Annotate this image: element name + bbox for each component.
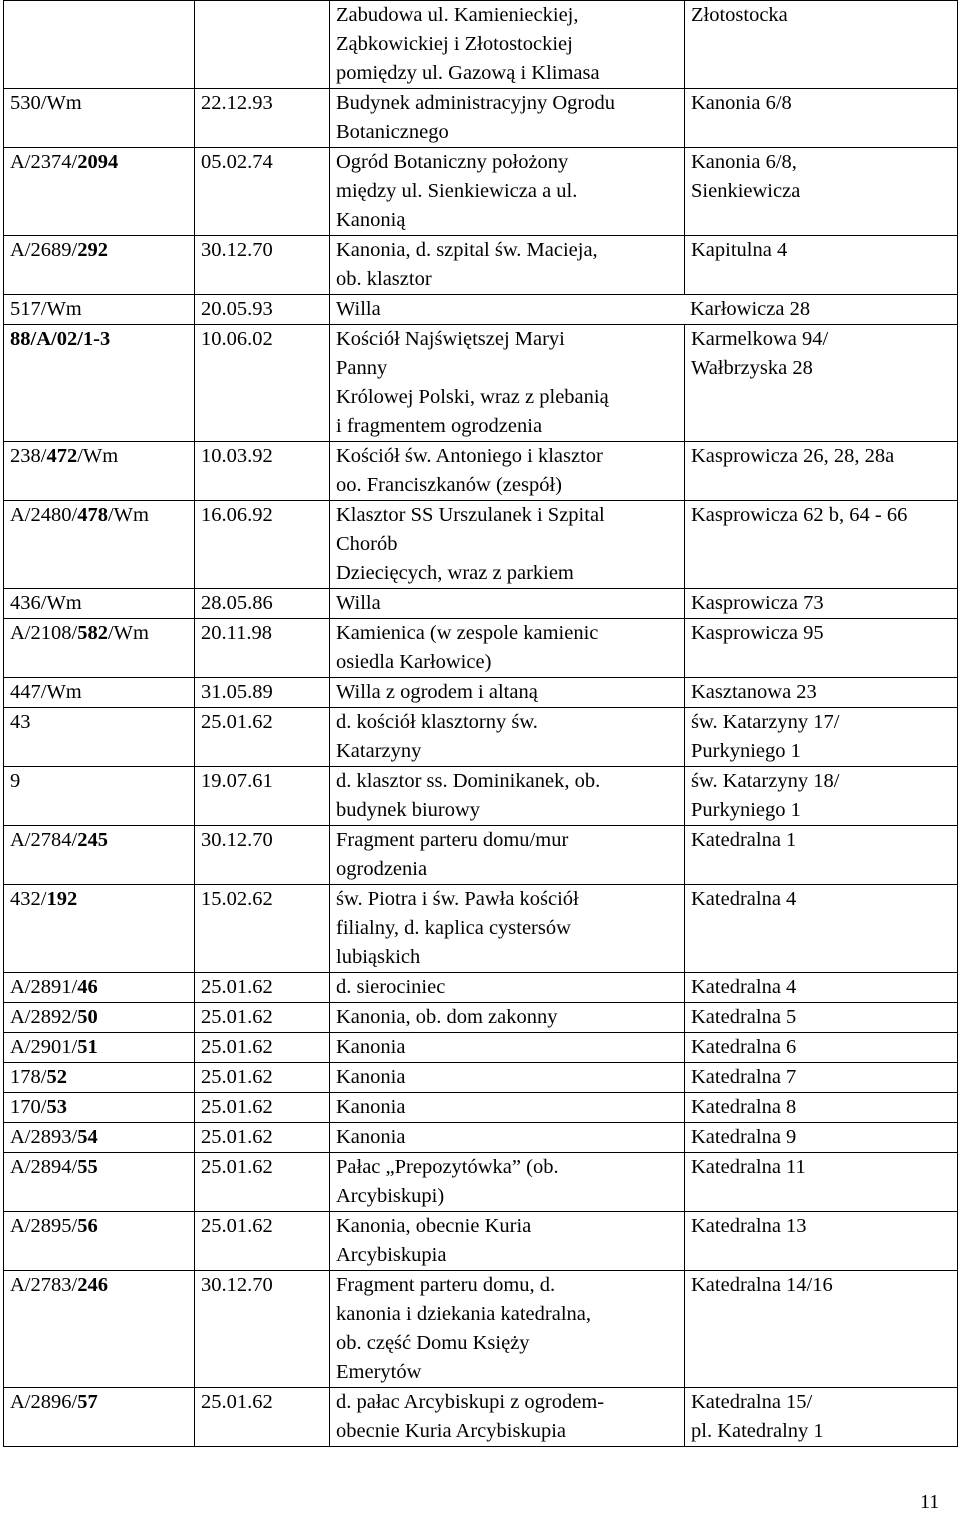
entry-date-cell: 25.01.62: [195, 1093, 330, 1123]
register-number-bold: 246: [77, 1274, 108, 1296]
entry-date-cell: 28.05.86: [195, 589, 330, 619]
register-number-bold: 46: [77, 976, 98, 998]
register-number-prefix: A/2689/: [10, 239, 78, 261]
register-number-prefix: A/2901/: [10, 1036, 78, 1058]
register-number-bold: 88/A/02/1-3: [10, 328, 111, 350]
object-address-cell: Katedralna 14/16: [685, 1271, 958, 1388]
object-address-cell: Katedralna 8: [685, 1093, 958, 1123]
object-description-cell: Willa: [330, 589, 685, 619]
register-number-cell: [4, 1033, 195, 1063]
register-number-bold: 478: [77, 504, 108, 526]
table-row: [4, 501, 958, 589]
object-address-cell: Katedralna 11: [685, 1153, 958, 1212]
register-number-cell: [4, 295, 195, 325]
entry-date-cell: 31.05.89: [195, 678, 330, 708]
register-number-bold: 2094: [77, 151, 119, 173]
entry-date-cell: 16.06.92: [195, 501, 330, 589]
object-address-cell: Katedralna 13: [685, 1212, 958, 1271]
object-description-cell: Zabudowa ul. Kamienieckiej, Ząbkowickiej i Złotostockiej pomiędzy ul. Gazową i Klimasa: [330, 1, 685, 89]
object-description-cell: Budynek administracyjny Ogrodu Botanicznego: [330, 89, 685, 148]
register-number-cell: [4, 501, 195, 589]
table-row: [4, 678, 958, 708]
register-number-cell: [4, 1093, 195, 1123]
object-description-cell: Kamienica (w zespole kamienic osiedla Karłowice): [330, 619, 685, 678]
object-address-cell: Katedralna 9: [685, 1123, 958, 1153]
entry-date-cell: 25.01.62: [195, 1123, 330, 1153]
register-number-bold: 192: [46, 888, 78, 910]
entry-date-cell: 20.05.93: [195, 295, 330, 325]
table-row: [4, 589, 958, 619]
register-number-bold: 50: [77, 1006, 98, 1028]
register-number-bold: 292: [77, 239, 108, 261]
register-number-cell: [4, 442, 195, 501]
table-row: [4, 1123, 958, 1153]
table-row: [4, 148, 958, 236]
register-number-prefix: A/2108/: [10, 622, 78, 644]
table-row: [4, 89, 958, 148]
register-number-prefix: 170/: [10, 1096, 47, 1118]
object-address-cell: Katedralna 15/ pl. Katedralny 1: [685, 1388, 958, 1447]
register-number-prefix: A/2893/: [10, 1126, 78, 1148]
register-number-prefix: 530/Wm: [10, 92, 82, 114]
entry-date-cell: 22.12.93: [195, 89, 330, 148]
register-number-cell: [4, 678, 195, 708]
register-number-bold: 54: [77, 1126, 98, 1148]
object-description-cell: Klasztor SS Urszulanek i Szpital Chorób Dziecięcych, wraz z parkiem: [330, 501, 685, 589]
register-number-bold: 53: [46, 1096, 67, 1118]
entry-date-cell: 30.12.70: [195, 826, 330, 885]
object-address-cell: Kasprowicza 62 b, 64 - 66: [685, 501, 958, 589]
entry-date-cell: 25.01.62: [195, 1212, 330, 1271]
entry-date-cell: 25.01.62: [195, 973, 330, 1003]
register-number-cell: [4, 1123, 195, 1153]
object-address-cell: Katedralna 5: [685, 1003, 958, 1033]
object-description-cell: Ogród Botaniczny położony między ul. Sienkiewicza a ul. Kanonią: [330, 148, 685, 236]
entry-date-cell: 25.01.62: [195, 1003, 330, 1033]
entry-date-cell: 25.01.62: [195, 1063, 330, 1093]
table-row: [4, 619, 958, 678]
register-number-cell: [4, 885, 195, 973]
register-number-bold: 472: [46, 445, 78, 467]
object-description-cell: św. Piotra i św. Pawła kościół filialny, d. kaplica cystersów lubiąskich: [330, 885, 685, 973]
object-description-cell: Kanonia: [330, 1063, 685, 1093]
register-number-bold: 52: [46, 1066, 67, 1088]
register-number-cell: [4, 589, 195, 619]
table-row: [4, 1153, 958, 1212]
object-address-cell: Kapitulna 4: [685, 236, 958, 295]
register-number-cell: [4, 236, 195, 295]
register-number-prefix: A/2892/: [10, 1006, 78, 1028]
object-description-cell: Kanonia, d. szpital św. Macieja, ob. klasztor: [330, 236, 685, 295]
object-address-merged-cell: [330, 295, 958, 325]
register-number-bold: 582: [77, 622, 108, 644]
object-description-cell: Kościół św. Antoniego i klasztor oo. Franciszkanów (zespół): [330, 442, 685, 501]
object-address-cell: Katedralna 4: [685, 973, 958, 1003]
register-number-bold: 56: [77, 1215, 98, 1237]
table-row: [4, 826, 958, 885]
entry-date-cell: 19.07.61: [195, 767, 330, 826]
table-row: [4, 1271, 958, 1388]
register-body: [4, 1, 958, 1447]
object-description-cell: Kanonia: [330, 1123, 685, 1153]
entry-date-cell: 25.01.62: [195, 708, 330, 767]
object-description-cell: Fragment parteru domu/mur ogrodzenia: [330, 826, 685, 885]
page-number: 11: [920, 1491, 940, 1513]
object-address-cell: Kasprowicza 73: [685, 589, 958, 619]
register-number-cell: [4, 973, 195, 1003]
merged-cell-content: [336, 295, 957, 324]
register-number-prefix: A/2894/: [10, 1156, 78, 1178]
table-row: [4, 1388, 958, 1447]
register-number-cell: [4, 148, 195, 236]
register-number-cell: [4, 1, 195, 89]
entry-date-cell: 05.02.74: [195, 148, 330, 236]
register-number-cell: [4, 89, 195, 148]
object-description-cell: Fragment parteru domu, d. kanonia i dziekania katedralna, ob. część Domu Księży Emerytów: [330, 1271, 685, 1388]
register-number-suffix: /Wm: [77, 445, 119, 467]
table-row: [4, 325, 958, 442]
register-number-prefix: 432/: [10, 888, 47, 910]
table-row: [4, 442, 958, 501]
table-row: [4, 295, 958, 325]
register-number-prefix: 43: [10, 711, 31, 733]
object-description-cell: Kanonia, ob. dom zakonny: [330, 1003, 685, 1033]
register-number-cell: [4, 1388, 195, 1447]
register-number-cell: [4, 619, 195, 678]
object-description: Willa: [336, 298, 381, 320]
register-number-cell: [4, 1271, 195, 1388]
register-number-cell: [4, 1212, 195, 1271]
object-description-cell: Kościół Najświętszej Maryi Panny Królowej Polski, wraz z plebanią i fragmentem ogrodzenia: [330, 325, 685, 442]
object-address-cell: Kanonia 6/8: [685, 89, 958, 148]
register-number-prefix: 436/Wm: [10, 592, 82, 614]
register-number-prefix: 517/Wm: [10, 298, 82, 320]
register-number-prefix: A/2374/: [10, 151, 78, 173]
register-number-prefix: 9: [10, 770, 21, 792]
register-number-prefix: 447/Wm: [10, 681, 82, 703]
object-address-cell: Katedralna 1: [685, 826, 958, 885]
object-description-cell: Pałac „Prepozytówka” (ob. Arcybiskupi): [330, 1153, 685, 1212]
register-number-cell: [4, 767, 195, 826]
register-number-bold: 51: [77, 1036, 98, 1058]
table-row: [4, 708, 958, 767]
object-address-cell: Kanonia 6/8, Sienkiewicza: [685, 148, 958, 236]
object-address-cell: Kasprowicza 26, 28, 28a: [685, 442, 958, 501]
object-address-cell: św. Katarzyny 18/ Purkyniego 1: [685, 767, 958, 826]
register-number-prefix: 238/: [10, 445, 47, 467]
register-number-cell: [4, 1153, 195, 1212]
object-address-cell: Katedralna 7: [685, 1063, 958, 1093]
register-number-prefix: A/2783/: [10, 1274, 78, 1296]
entry-date-cell: 25.01.62: [195, 1153, 330, 1212]
object-address: Karłowicza 28: [690, 298, 811, 320]
object-description-cell: Willa z ogrodem i altaną: [330, 678, 685, 708]
entry-date-cell: 10.06.02: [195, 325, 330, 442]
table-row: [4, 1, 958, 89]
table-row: [4, 973, 958, 1003]
register-number-cell: [4, 1063, 195, 1093]
table-row: [4, 1003, 958, 1033]
table-row: [4, 1033, 958, 1063]
object-address-cell: Kasprowicza 95: [685, 619, 958, 678]
object-address-cell: Złotostocka: [685, 1, 958, 89]
entry-date-cell: 15.02.62: [195, 885, 330, 973]
register-number-prefix: A/2784/: [10, 829, 78, 851]
register-number-suffix: /Wm: [107, 622, 149, 644]
object-description-cell: Kanonia, obecnie Kuria Arcybiskupia: [330, 1212, 685, 1271]
object-address-cell: Karmelkowa 94/ Wałbrzyska 28: [685, 325, 958, 442]
table-row: [4, 236, 958, 295]
register-number-suffix: /Wm: [107, 504, 149, 526]
object-description-cell: d. sierociniec: [330, 973, 685, 1003]
entry-date-cell: 25.01.62: [195, 1033, 330, 1063]
entry-date-cell: 30.12.70: [195, 1271, 330, 1388]
object-address-cell: Katedralna 4: [685, 885, 958, 973]
entry-date-cell: 10.03.92: [195, 442, 330, 501]
register-number-cell: [4, 708, 195, 767]
object-description-cell: Kanonia: [330, 1093, 685, 1123]
entry-date-cell: 30.12.70: [195, 236, 330, 295]
register-number-cell: [4, 826, 195, 885]
register-number-cell: [4, 325, 195, 442]
object-address-cell: Katedralna 6: [685, 1033, 958, 1063]
object-description-cell: Kanonia: [330, 1033, 685, 1063]
entry-date-cell: 25.01.62: [195, 1388, 330, 1447]
table-row: [4, 1093, 958, 1123]
register-number-cell: [4, 1003, 195, 1033]
register-number-prefix: A/2891/: [10, 976, 78, 998]
monument-register-table: [3, 0, 958, 1447]
register-number-bold: 57: [77, 1391, 98, 1413]
register-number-bold: 245: [77, 829, 108, 851]
entry-date-cell: 20.11.98: [195, 619, 330, 678]
object-address-cell: Kasztanowa 23: [685, 678, 958, 708]
register-number-prefix: A/2480/: [10, 504, 78, 526]
register-number-prefix: A/2896/: [10, 1391, 78, 1413]
register-number-bold: 55: [77, 1156, 98, 1178]
object-description-cell: d. kościół klasztorny św. Katarzyny: [330, 708, 685, 767]
table-row: [4, 767, 958, 826]
table-row: [4, 1212, 958, 1271]
register-number-prefix: 178/: [10, 1066, 47, 1088]
object-description-cell: d. klasztor ss. Dominikanek, ob. budynek biurowy: [330, 767, 685, 826]
object-address-cell: św. Katarzyny 17/ Purkyniego 1: [685, 708, 958, 767]
object-description-cell: d. pałac Arcybiskupi z ogrodem- obecnie Kuria Arcybiskupia: [330, 1388, 685, 1447]
table-row: [4, 885, 958, 973]
table-row: [4, 1063, 958, 1093]
entry-date-cell: [195, 1, 330, 89]
register-number-prefix: A/2895/: [10, 1215, 78, 1237]
